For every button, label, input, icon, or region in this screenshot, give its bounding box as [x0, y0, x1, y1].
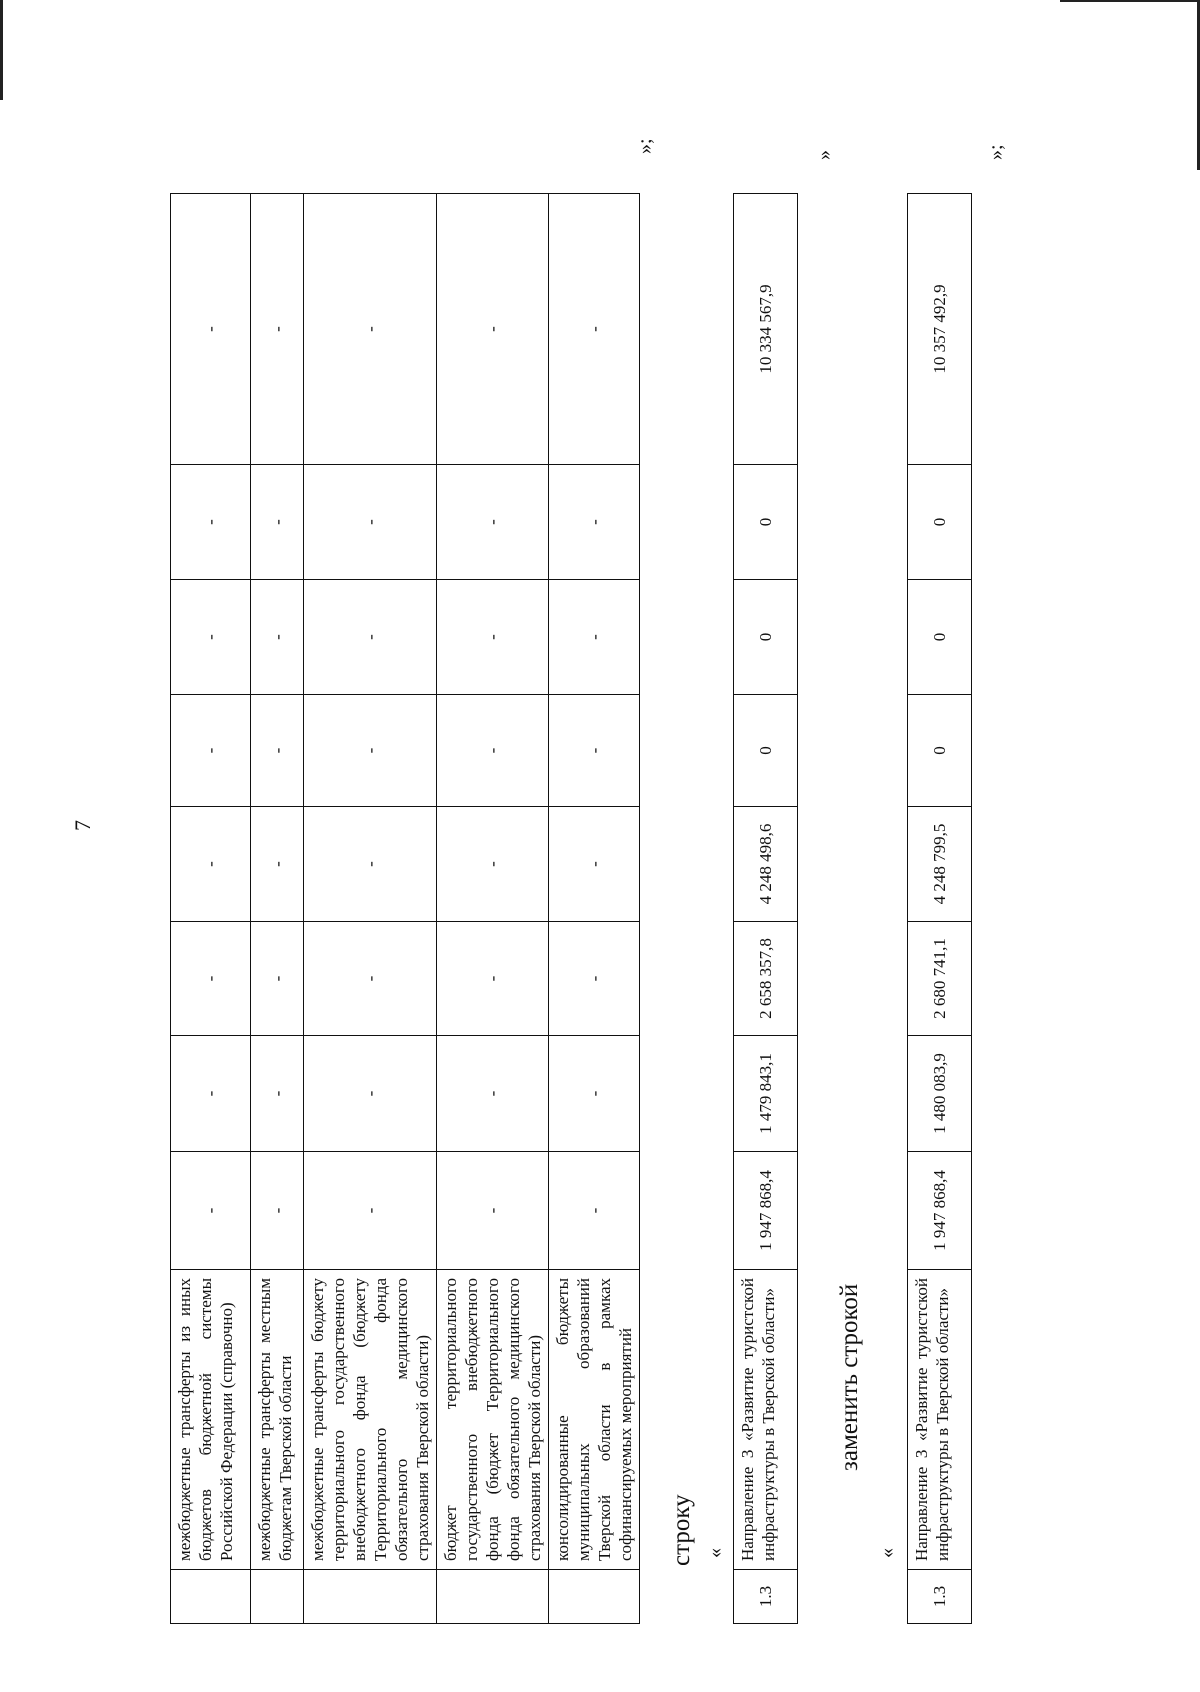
value-cell: -	[171, 695, 251, 807]
row-name-cell: Направление 3 «Развитие туристской инфраструктуры в Тверской области»	[734, 1270, 798, 1570]
row-name-cell: бюджет территориального государственного внебюджетного фонда (бюджет Территориального фонда обязательного медицинского страхования Тверской области)	[437, 1270, 549, 1570]
value-cell: 2 658 357,8	[734, 922, 798, 1036]
value-cell: -	[437, 465, 549, 580]
value-cell: 0	[734, 465, 798, 580]
value-cell: -	[171, 465, 251, 580]
old-row-open-quote: «	[704, 1548, 726, 1558]
value-cell: 4 248 498,6	[734, 807, 798, 922]
total-value-cell: 10 357 492,9	[908, 194, 972, 465]
old-row-table	[733, 193, 798, 1624]
total-value-cell: -	[437, 194, 549, 465]
old-row	[734, 194, 798, 1624]
row-number-cell: 1.3	[908, 1570, 972, 1624]
value-cell: -	[437, 1152, 549, 1270]
scan-edge-mark-top-right	[1060, 0, 1200, 2]
total-value-cell: -	[251, 194, 304, 465]
value-cell: 4 248 799,5	[908, 807, 972, 922]
new-row-open-quote: «	[876, 1548, 898, 1558]
total-value-cell: -	[549, 194, 640, 465]
new-row	[908, 194, 972, 1624]
row-number-cell	[549, 1570, 640, 1624]
value-cell: -	[549, 580, 640, 695]
value-cell: -	[171, 807, 251, 922]
value-cell: -	[437, 807, 549, 922]
value-cell: -	[171, 580, 251, 695]
value-cell: -	[437, 922, 549, 1036]
table-row	[304, 194, 437, 1624]
value-cell: 0	[908, 695, 972, 807]
value-cell: -	[171, 922, 251, 1036]
total-value-cell: -	[171, 194, 251, 465]
value-cell: -	[549, 807, 640, 922]
value-cell: -	[304, 580, 437, 695]
row-name-cell: межбюджетные трансферты бюджету территориального государственного внебюджетного фонда (бюджету Территориального фонда обязательного медицинского страхования Тверской области)	[304, 1270, 437, 1570]
new-row-close-quote: »;	[985, 144, 1007, 160]
value-cell: -	[304, 695, 437, 807]
main-table-closing-quote: »;	[634, 138, 656, 154]
value-cell: 0	[734, 695, 798, 807]
value-cell: -	[437, 580, 549, 695]
value-cell: -	[171, 1036, 251, 1152]
value-cell: 2 680 741,1	[908, 922, 972, 1036]
total-value-cell: -	[304, 194, 437, 465]
value-cell: -	[437, 1036, 549, 1152]
value-cell: 1 479 843,1	[734, 1036, 798, 1152]
value-cell: -	[251, 807, 304, 922]
row-name-cell: межбюджетные трансферты из иных бюджетов бюджетной системы Российской Федерации (справочно)	[171, 1270, 251, 1570]
value-cell: -	[304, 922, 437, 1036]
row-number-cell	[171, 1570, 251, 1624]
total-value-cell: 10 334 567,9	[734, 194, 798, 465]
value-cell: -	[549, 695, 640, 807]
row-name-cell: консолидированные бюджеты муниципальных образований Тверской области в рамках софинансируемых мероприятий	[549, 1270, 640, 1570]
rotated-page-content	[0, 36, 1110, 1656]
value-cell: -	[304, 1036, 437, 1152]
value-cell: 1 947 868,4	[734, 1152, 798, 1270]
row-number-cell	[437, 1570, 549, 1624]
table-row	[549, 194, 640, 1624]
value-cell: -	[251, 465, 304, 580]
row-number-cell	[304, 1570, 437, 1624]
row-word: строку	[668, 1494, 695, 1566]
value-cell: 1 480 083,9	[908, 1036, 972, 1152]
row-number-cell	[251, 1570, 304, 1624]
value-cell: 0	[734, 580, 798, 695]
table-row	[251, 194, 304, 1624]
financing-table	[170, 193, 640, 1624]
table-row	[171, 194, 251, 1624]
value-cell: -	[437, 695, 549, 807]
value-cell: 0	[908, 465, 972, 580]
value-cell: -	[251, 1036, 304, 1152]
value-cell: -	[251, 580, 304, 695]
value-cell: -	[549, 465, 640, 580]
row-name-cell: Направление 3 «Развитие туристской инфраструктуры в Тверской области»	[908, 1270, 972, 1570]
value-cell: -	[251, 922, 304, 1036]
row-name-cell: межбюджетные трансферты местным бюджетам Тверской области	[251, 1270, 304, 1570]
page-number: 7	[70, 820, 95, 831]
new-row-table	[907, 193, 972, 1624]
value-cell: -	[304, 1152, 437, 1270]
value-cell: -	[549, 922, 640, 1036]
old-row-close-quote: »	[813, 150, 835, 160]
value-cell: -	[251, 695, 304, 807]
value-cell: -	[549, 1036, 640, 1152]
value-cell: 0	[908, 580, 972, 695]
value-cell: -	[171, 1152, 251, 1270]
table-row	[437, 194, 549, 1624]
value-cell: -	[304, 465, 437, 580]
replace-phrase: заменить строкой	[836, 1283, 863, 1471]
value-cell: -	[251, 1152, 304, 1270]
value-cell: -	[549, 1152, 640, 1270]
value-cell: 1 947 868,4	[908, 1152, 972, 1270]
row-number-cell: 1.3	[734, 1570, 798, 1624]
value-cell: -	[304, 807, 437, 922]
